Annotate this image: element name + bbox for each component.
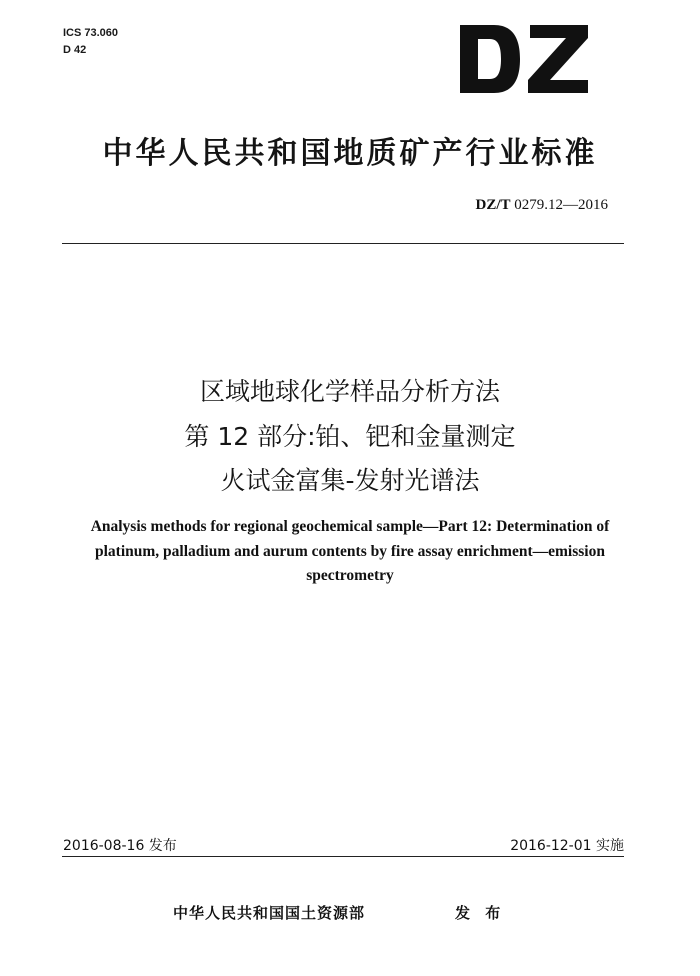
- ics-code: ICS 73.060: [63, 27, 119, 39]
- publish-action: 发 布: [455, 904, 501, 922]
- publisher-name: 中华人民共和国国土资源部: [173, 904, 366, 922]
- bottom-divider: [62, 856, 624, 857]
- top-divider: [62, 243, 624, 244]
- standard-number-value: 0279.12—2016: [514, 197, 608, 213]
- title-en-line-1: Analysis methods for regional geochemical sample—Part 12: Determination of: [90, 518, 610, 535]
- title-cn-line-2: 第 12 部分:铂、钯和金量测定: [184, 422, 516, 451]
- dz-logo: [460, 25, 590, 93]
- issue-date: 2016-08-16 发布: [63, 838, 177, 854]
- title-cn-line-1: 区域地球化学样品分析方法: [199, 377, 500, 406]
- industry-standard-title: 中华人民共和国地质矿产行业标准: [102, 136, 598, 171]
- standard-prefix: DZ/T: [475, 197, 511, 213]
- standard-number: [475, 197, 608, 214]
- title-en-line-3: spectrometry: [306, 567, 394, 584]
- classification-code: D 42: [63, 44, 87, 56]
- title-en-line-2: platinum, palladium and aurum contents by fire assay enrichment—emission: [95, 543, 605, 560]
- implementation-date: 2016-12-01 实施: [510, 838, 624, 854]
- title-cn-line-3: 火试金富集-发射光谱法: [220, 466, 480, 495]
